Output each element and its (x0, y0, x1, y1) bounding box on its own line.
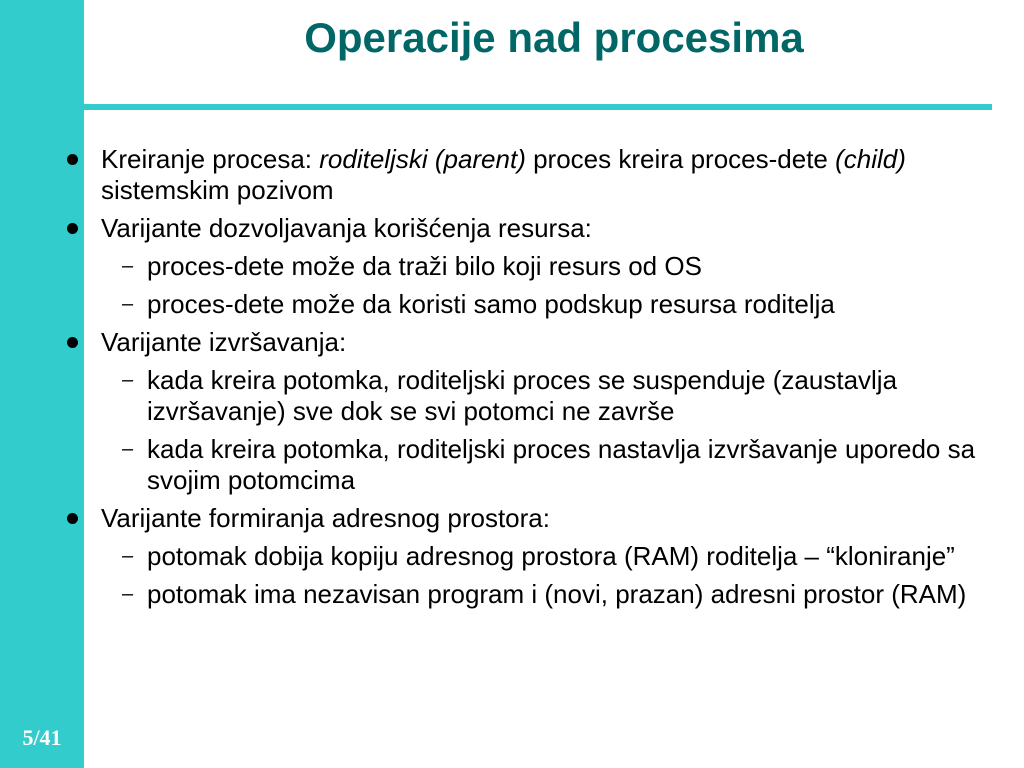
bullet-dot-icon (67, 223, 78, 234)
bullet-dot-icon (67, 154, 78, 165)
bullet-item (66, 503, 1016, 534)
sub-bullet-item (66, 289, 1016, 320)
bullet-text: Varijante izvršavanja: (101, 327, 347, 357)
bullet-text: Varijante dozvoljavanja korišćenja resursa: (101, 213, 592, 243)
bullet-dot-icon (67, 337, 78, 348)
sub-bullet-item (66, 365, 1016, 427)
bullet-dot-icon (67, 513, 78, 524)
sub-bullet-text: kada kreira potomka, roditeljski proces se suspenduje (zaustavlja izvršavanje) sve dok se svi potomci ne završe (147, 365, 898, 426)
bullet-text-pre: Kreiranje procesa: (101, 144, 320, 174)
sub-bullet-item (66, 579, 1016, 610)
dash-icon: – (122, 583, 134, 605)
sub-bullet-text: kada kreira potomka, roditeljski proces nastavlja izvršavanje uporedo sa svojim potomcima (147, 434, 976, 495)
bullet-item (66, 327, 1016, 358)
sub-bullet-text: potomak ima nezavisan program i (novi, prazan) adresni prostor (RAM) (147, 579, 967, 609)
dash-icon: – (122, 293, 134, 315)
title-divider (84, 104, 992, 110)
sub-bullet-text: proces-dete može da traži bilo koji resurs od OS (147, 251, 702, 281)
bullet-item (66, 213, 1016, 244)
bullet-text-mid: proces kreira proces-dete (525, 144, 836, 174)
bullet-text: Varijante formiranja adresnog prostora: (101, 503, 550, 533)
bullet-item (66, 144, 1016, 206)
dash-icon: – (122, 545, 134, 567)
dash-icon: – (122, 255, 134, 277)
sub-bullet-text: proces-dete može da koristi samo podskup resursa roditelja (147, 289, 835, 319)
slide-content (66, 144, 1016, 617)
bullet-text-italic-parent: roditeljski (parent) (319, 144, 526, 174)
bullet-text-italic-child: (child) (835, 144, 906, 174)
page-number: 5/41 (22, 725, 62, 750)
slide-title: Operacije nad procesima (304, 14, 804, 61)
sub-bullet-text: potomak dobija kopiju adresnog prostora (RAM) roditelja – “kloniranje” (147, 541, 955, 571)
bullet-text-post: sistemskim pozivom (101, 175, 334, 205)
sub-bullet-item (66, 251, 1016, 282)
dash-icon: – (122, 438, 134, 460)
sub-bullet-item (66, 541, 1016, 572)
sub-bullet-item (66, 434, 1016, 496)
dash-icon: – (122, 369, 134, 391)
